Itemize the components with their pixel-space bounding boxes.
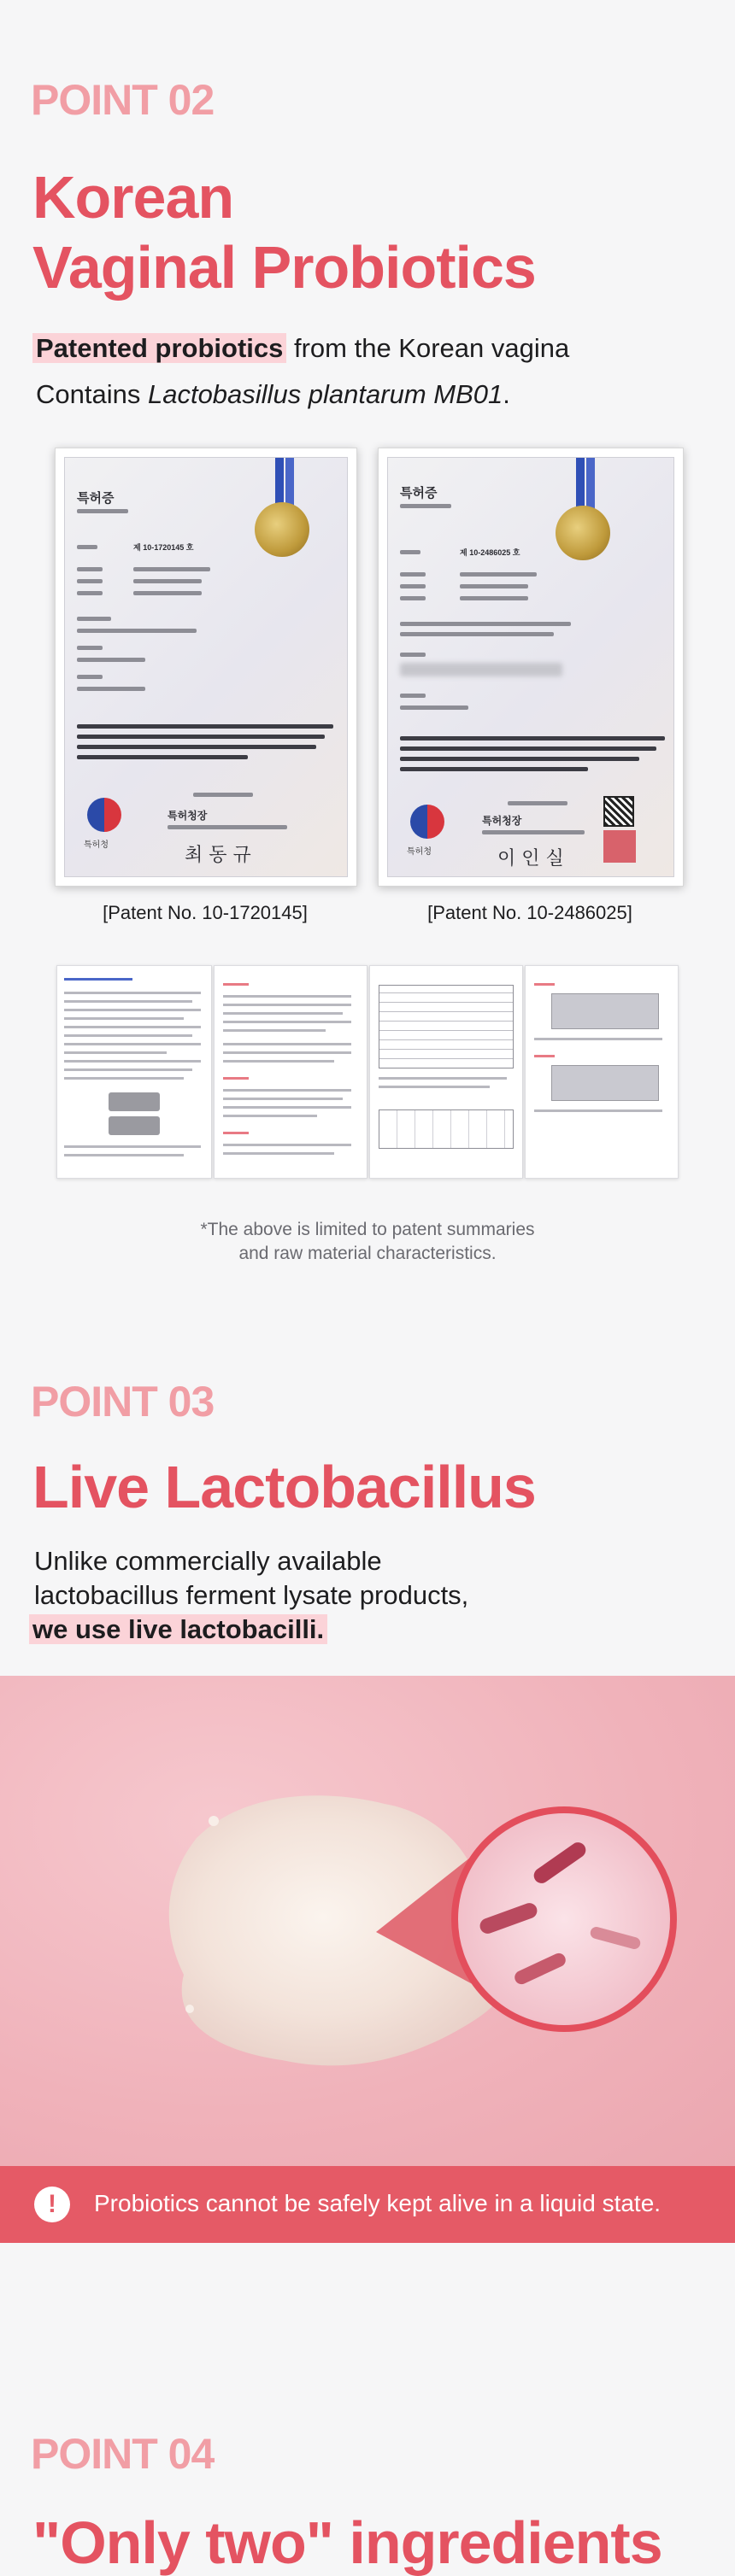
cert-1-signature: 최 동 규 (185, 845, 251, 866)
petri-dish-image (109, 1092, 160, 1111)
exclamation-icon: ! (34, 2187, 70, 2222)
desc-rest: from the Korean vagina (286, 333, 570, 363)
desc-line2-prefix: Contains (36, 379, 148, 409)
blurred-text (400, 663, 562, 676)
micrograph-image (551, 1065, 659, 1101)
desc-line2-suffix: . (503, 379, 510, 409)
cert-2-signature: 이 인 실 (497, 848, 564, 869)
point-02-description (32, 330, 699, 367)
qr-code-icon (603, 796, 634, 827)
patented-probiotics-highlight: Patented probiotics (32, 333, 286, 363)
patent-document-thumbnail-1 (56, 965, 212, 1179)
point-03-desc-line2: lactobacillus ferment lysate products, (34, 1580, 469, 1610)
probiotic-powder-photo (0, 1676, 735, 2166)
point-02-title-line1: Korean (32, 164, 234, 231)
cert-1-office: 특허청장 (168, 810, 208, 822)
data-chart-image (379, 1109, 514, 1149)
cert-2-caption: [Patent No. 10-2486025] (427, 902, 632, 923)
cert-2-agency: 특허청 (407, 847, 432, 857)
red-stamp-icon (603, 830, 636, 863)
cert-1-heading: 특허증 (77, 491, 115, 506)
data-table-image (379, 985, 514, 1068)
point-03-desc-line3 (29, 1611, 327, 1648)
powder-illustration (0, 1676, 735, 2166)
note-line1: *The above is limited to patent summaries (200, 1220, 535, 1239)
gold-seal-icon (556, 506, 610, 560)
point-02-label: POINT 02 (31, 76, 215, 124)
patent-note (0, 1218, 735, 1266)
patent-document-thumbnail-4 (525, 965, 679, 1179)
petri-dish-image (109, 1116, 160, 1135)
cert-2-heading: 특허증 (400, 486, 438, 501)
patent-certificate-2 (378, 448, 684, 887)
point-04-title: "Only two" ingredients (32, 2509, 662, 2576)
taegeuk-emblem-icon (410, 805, 444, 839)
patent-document-thumbnail-3 (369, 965, 523, 1179)
cert-1-agency: 특허청 (84, 840, 109, 850)
gold-seal-icon (255, 502, 309, 557)
point-03-label: POINT 03 (31, 1378, 215, 1426)
micrograph-image (551, 993, 659, 1029)
point-04-label: POINT 04 (31, 2430, 215, 2478)
point-02-title-line2: Vaginal Probiotics (32, 234, 536, 301)
live-lactobacilli-highlight: we use live lactobacilli. (29, 1614, 327, 1644)
alert-text: Probiotics cannot be safely kept alive in a liquid state. (94, 2190, 662, 2216)
cert-1-number: 제 10-1720145 호 (133, 543, 194, 552)
cert-2-office: 특허청장 (482, 815, 522, 827)
cert-1-caption: [Patent No. 10-1720145] (103, 902, 308, 923)
note-line2: and raw material characteristics. (238, 1244, 497, 1263)
point-02-description-line2 (36, 376, 703, 413)
strain-name: Lactobasillus plantarum MB01 (147, 379, 503, 409)
point-03-desc-line1: Unlike commercially available (34, 1546, 382, 1576)
point-03-title: Live Lactobacillus (32, 1454, 536, 1520)
patent-document-thumbnail-2 (214, 965, 368, 1179)
cert-2-number: 제 10-2486025 호 (460, 548, 520, 557)
taegeuk-emblem-icon (87, 798, 121, 832)
patent-certificate-1 (55, 448, 357, 887)
liquid-state-alert (0, 2166, 735, 2243)
